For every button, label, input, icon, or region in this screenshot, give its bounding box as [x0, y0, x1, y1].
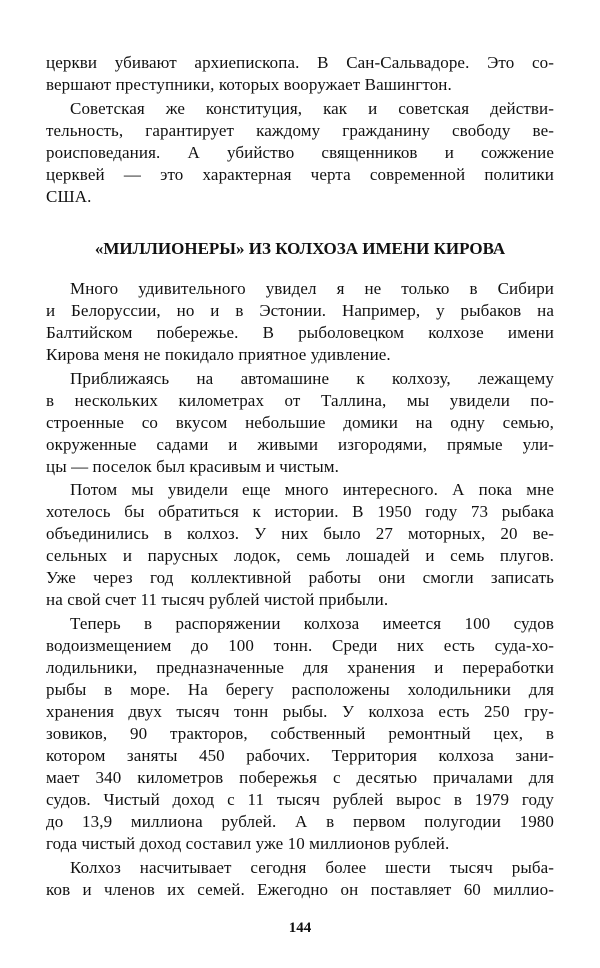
text-line: мает 340 километров побережья с десятью причалами для: [46, 768, 554, 787]
text-line: роисповедания. А убийство священников и сожжение: [46, 143, 554, 162]
text-line: хранения двух тысяч тонн рыбы. У колхоза есть 250 гру-: [46, 702, 554, 721]
text-line: ков и членов их семей. Ежегодно он поставляет 60 миллио-: [46, 880, 554, 899]
text-line: судов. Чистый доход с 11 тысяч рублей вырос в 1979 году: [46, 790, 554, 809]
text-line: цы — поселок был красивым и чистым.: [46, 457, 339, 476]
text-line: водоизмещением до 100 тонн. Среди них есть суда-хо-: [46, 636, 554, 655]
text-line: Кирова меня не покидало приятное удивление.: [46, 345, 391, 364]
text-line: Балтийском побережье. В рыболовецком колхозе имени: [46, 323, 554, 342]
text-line: хотелось бы обратиться к истории. В 1950 году 73 рыбака: [46, 502, 554, 521]
text-line: Приближаясь на автомашине к колхозу, лежащему: [70, 369, 554, 388]
text-line: рыбы в море. На берегу расположены холодильники для: [46, 680, 554, 699]
text-line: на свой счет 11 тысяч рублей чистой прибыли.: [46, 590, 389, 609]
text-line: Много удивительного увидел я не только в Сибири: [70, 279, 554, 298]
section-heading: «МИЛЛИОНЕРЫ» ИЗ КОЛХОЗА ИМЕНИ КИРОВА: [94, 239, 506, 258]
text-line: окруженные садами и живыми изгородями, прямые ули-: [46, 435, 554, 454]
text-line: Уже через год коллективной работы они смогли записать: [46, 568, 554, 587]
text-line: Советская же конституция, как и советская действи-: [70, 99, 554, 118]
page-number: 144: [288, 920, 312, 936]
text-line: котором заняты 450 рабочих. Территория колхоза зани-: [46, 746, 554, 765]
text-line: сельных и парусных лодок, семь лошадей и семь плугов.: [46, 546, 554, 565]
text-line: Потом мы увидели еще много интересного. А пока мне: [70, 480, 554, 499]
text-line: Колхоз насчитывает сегодня более шести тысяч рыба-: [70, 858, 554, 877]
text-line: зовиков, 90 тракторов, собственный ремонтный цех, в: [46, 724, 554, 743]
text-line: церквей — это характерная черта современной политики: [46, 165, 554, 184]
text-line: и Белоруссии, но и в Эстонии. Например, у рыбаков на: [46, 301, 554, 320]
text-line: тельность, гарантирует каждому гражданину свободу ве-: [46, 121, 554, 140]
text-line: до 13,9 миллиона рублей. А в первом полугодии 1980: [46, 812, 554, 831]
text-line: Теперь в распоряжении колхоза имеется 100 судов: [70, 614, 554, 633]
text-line: в нескольких километрах от Таллина, мы увидели по-: [46, 391, 554, 410]
text-line: года чистый доход составил уже 10 миллионов рублей.: [46, 834, 450, 853]
text-line: строенные со вкусом небольшие домики на одну семью,: [46, 413, 554, 432]
text-line: США.: [46, 187, 92, 206]
text-line: вершают преступники, которых вооружает Вашингтон.: [46, 75, 452, 94]
text-line: лодильники, предназначенные для хранения и переработки: [46, 658, 554, 677]
text-line: объединились в колхоз. У них было 27 моторных, 20 ве-: [46, 524, 554, 543]
text-line: церкви убивают архиепископа. В Сан-Сальвадоре. Это со-: [46, 53, 554, 72]
